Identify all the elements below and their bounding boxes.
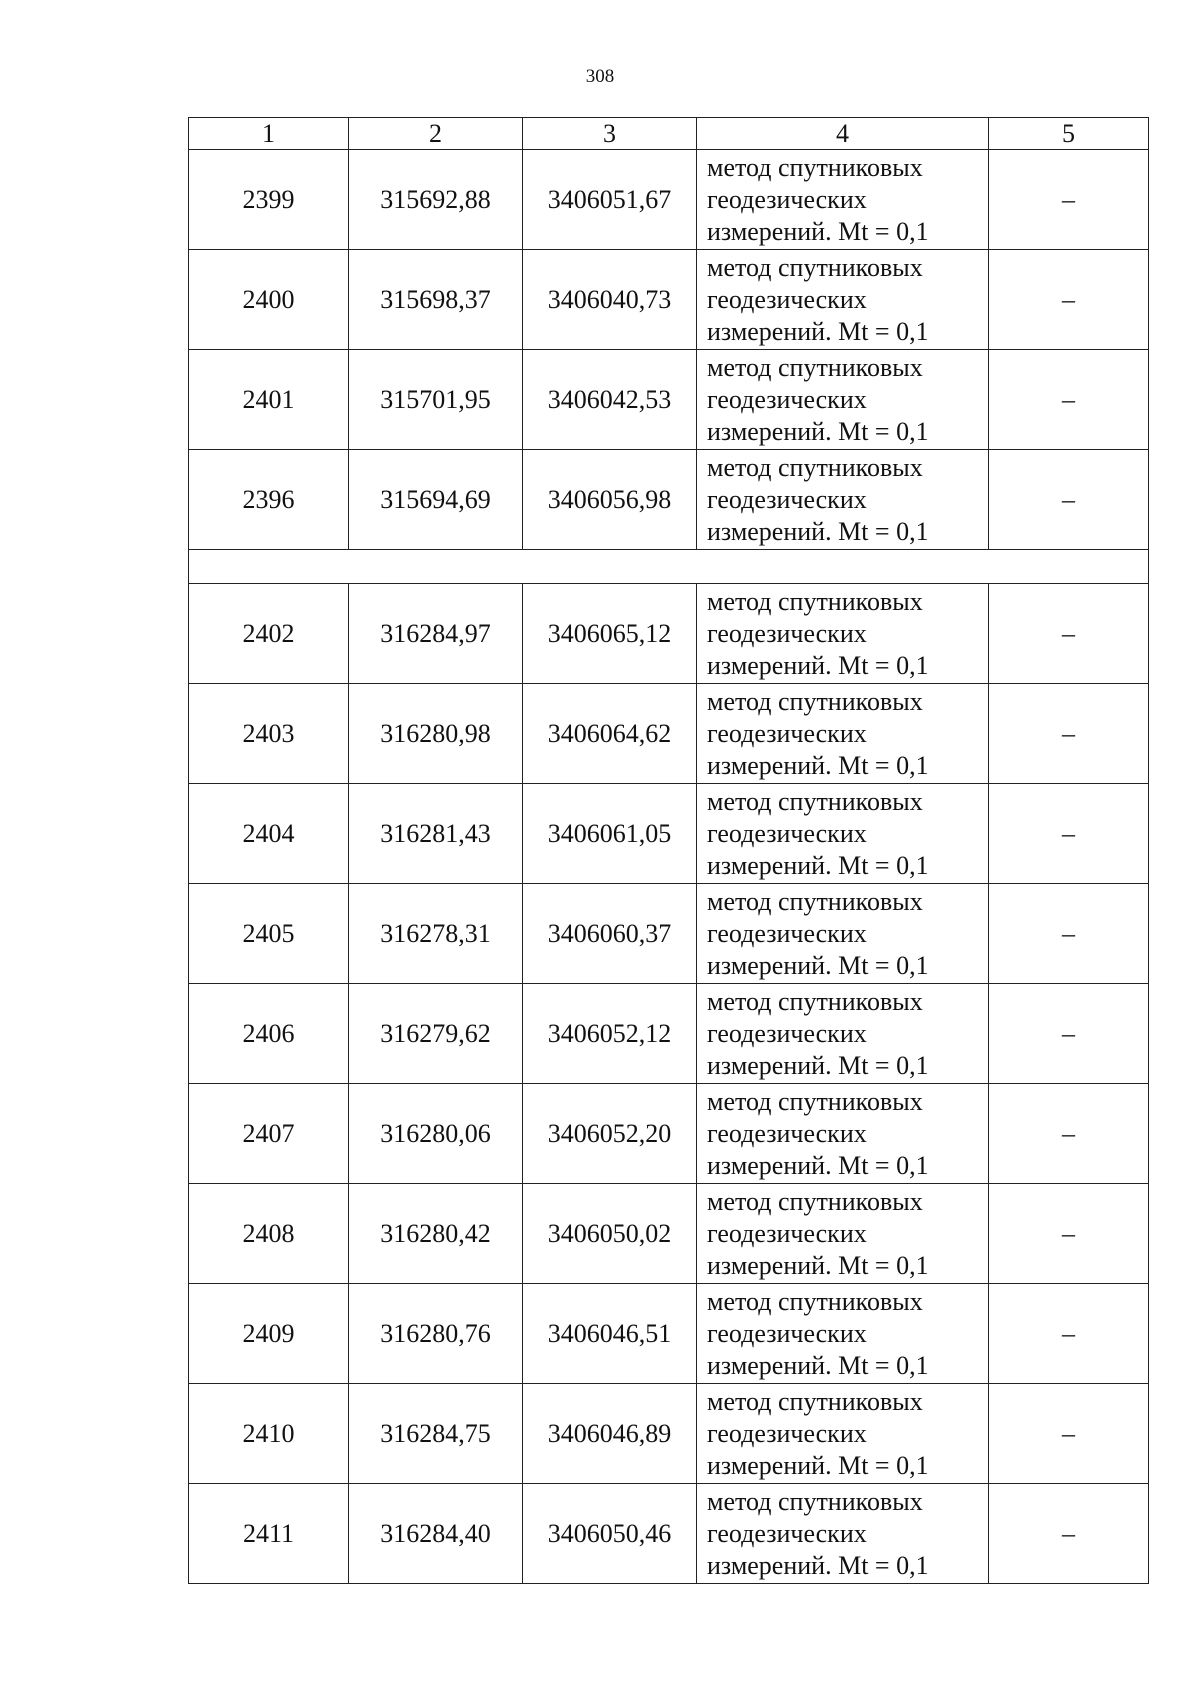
- method-line: геодезических: [707, 718, 867, 748]
- method-cell: [697, 884, 989, 984]
- point-id-cell: 2407: [189, 1084, 349, 1184]
- x-coordinate-cell: 316280,42: [349, 1184, 523, 1284]
- method-line: метод спутниковых: [707, 1386, 923, 1416]
- method-cell: [697, 984, 989, 1084]
- method-line: измерений. Mt = 0,1: [707, 216, 929, 246]
- y-coordinate-cell: 3406050,46: [523, 1484, 697, 1584]
- y-coordinate-cell: 3406051,67: [523, 150, 697, 250]
- method-line: геодезических: [707, 1318, 867, 1348]
- method-line: измерений. Mt = 0,1: [707, 316, 929, 346]
- x-coordinate-cell: 315698,37: [349, 250, 523, 350]
- method-cell: [697, 150, 989, 250]
- table-row: [189, 350, 1149, 450]
- table-row: [189, 1284, 1149, 1384]
- y-coordinate-cell: 3406042,53: [523, 350, 697, 450]
- method-line: метод спутниковых: [707, 1086, 923, 1116]
- x-coordinate-cell: 316280,76: [349, 1284, 523, 1384]
- method-line: измерений. Mt = 0,1: [707, 1050, 929, 1080]
- method-line: измерений. Mt = 0,1: [707, 1150, 929, 1180]
- note-cell: –: [989, 984, 1149, 1084]
- table-body: [189, 118, 1149, 1584]
- table-row: [189, 150, 1149, 250]
- y-coordinate-cell: 3406056,98: [523, 450, 697, 550]
- note-cell: –: [989, 150, 1149, 250]
- point-id-cell: 2405: [189, 884, 349, 984]
- y-coordinate-cell: 3406046,89: [523, 1384, 697, 1484]
- note-cell: –: [989, 1484, 1149, 1584]
- method-line: геодезических: [707, 1118, 867, 1148]
- table-row: [189, 1484, 1149, 1584]
- x-coordinate-cell: 316281,43: [349, 784, 523, 884]
- point-id-cell: 2403: [189, 684, 349, 784]
- column-number-cell: 1: [189, 118, 349, 150]
- method-line: геодезических: [707, 484, 867, 514]
- y-coordinate-cell: 3406052,20: [523, 1084, 697, 1184]
- note-cell: –: [989, 450, 1149, 550]
- x-coordinate-cell: 315701,95: [349, 350, 523, 450]
- point-id-cell: 2396: [189, 450, 349, 550]
- method-line: измерений. Mt = 0,1: [707, 516, 929, 546]
- x-coordinate-cell: 316284,40: [349, 1484, 523, 1584]
- method-line: геодезических: [707, 384, 867, 414]
- y-coordinate-cell: 3406052,12: [523, 984, 697, 1084]
- note-cell: –: [989, 250, 1149, 350]
- point-id-cell: 2402: [189, 584, 349, 684]
- x-coordinate-cell: 316278,31: [349, 884, 523, 984]
- column-number-row: [189, 118, 1149, 150]
- table-row: [189, 984, 1149, 1084]
- method-line: измерений. Mt = 0,1: [707, 850, 929, 880]
- y-coordinate-cell: 3406046,51: [523, 1284, 697, 1384]
- method-cell: [697, 450, 989, 550]
- method-line: геодезических: [707, 818, 867, 848]
- method-cell: [697, 1484, 989, 1584]
- point-id-cell: 2400: [189, 250, 349, 350]
- column-number-cell: 2: [349, 118, 523, 150]
- method-line: метод спутниковых: [707, 1286, 923, 1316]
- method-line: метод спутниковых: [707, 152, 923, 182]
- group-separator-row: [189, 550, 1149, 584]
- point-id-cell: 2409: [189, 1284, 349, 1384]
- point-id-cell: 2410: [189, 1384, 349, 1484]
- method-line: геодезических: [707, 1518, 867, 1548]
- x-coordinate-cell: 316280,06: [349, 1084, 523, 1184]
- method-cell: [697, 250, 989, 350]
- y-coordinate-cell: 3406060,37: [523, 884, 697, 984]
- x-coordinate-cell: 316284,75: [349, 1384, 523, 1484]
- column-number-cell: 5: [989, 118, 1149, 150]
- method-line: метод спутниковых: [707, 586, 923, 616]
- method-line: измерений. Mt = 0,1: [707, 1250, 929, 1280]
- table-row: [189, 1084, 1149, 1184]
- table-row: [189, 450, 1149, 550]
- method-cell: [697, 1284, 989, 1384]
- coordinates-table: [188, 117, 1149, 1584]
- method-cell: [697, 1384, 989, 1484]
- table-row: [189, 250, 1149, 350]
- method-line: геодезических: [707, 918, 867, 948]
- table-row: [189, 584, 1149, 684]
- note-cell: –: [989, 784, 1149, 884]
- table-row: [189, 1384, 1149, 1484]
- y-coordinate-cell: 3406050,02: [523, 1184, 697, 1284]
- y-coordinate-cell: 3406065,12: [523, 584, 697, 684]
- y-coordinate-cell: 3406061,05: [523, 784, 697, 884]
- method-line: измерений. Mt = 0,1: [707, 950, 929, 980]
- point-id-cell: 2401: [189, 350, 349, 450]
- method-line: геодезических: [707, 284, 867, 314]
- y-coordinate-cell: 3406040,73: [523, 250, 697, 350]
- method-line: измерений. Mt = 0,1: [707, 650, 929, 680]
- table-row: [189, 884, 1149, 984]
- method-line: измерений. Mt = 0,1: [707, 1450, 929, 1480]
- x-coordinate-cell: 315694,69: [349, 450, 523, 550]
- method-line: измерений. Mt = 0,1: [707, 750, 929, 780]
- column-number-cell: 3: [523, 118, 697, 150]
- method-line: метод спутниковых: [707, 986, 923, 1016]
- method-cell: [697, 350, 989, 450]
- method-cell: [697, 784, 989, 884]
- method-line: измерений. Mt = 0,1: [707, 416, 929, 446]
- method-cell: [697, 584, 989, 684]
- method-line: метод спутниковых: [707, 1486, 923, 1516]
- note-cell: –: [989, 1084, 1149, 1184]
- x-coordinate-cell: 315692,88: [349, 150, 523, 250]
- group-separator-cell: [189, 550, 1149, 584]
- method-line: метод спутниковых: [707, 452, 923, 482]
- x-coordinate-cell: 316279,62: [349, 984, 523, 1084]
- method-line: геодезических: [707, 1418, 867, 1448]
- method-line: метод спутниковых: [707, 686, 923, 716]
- method-line: измерений. Mt = 0,1: [707, 1550, 929, 1580]
- note-cell: –: [989, 1284, 1149, 1384]
- note-cell: –: [989, 584, 1149, 684]
- note-cell: –: [989, 350, 1149, 450]
- point-id-cell: 2404: [189, 784, 349, 884]
- method-line: метод спутниковых: [707, 1186, 923, 1216]
- point-id-cell: 2406: [189, 984, 349, 1084]
- method-line: геодезических: [707, 1218, 867, 1248]
- method-line: метод спутниковых: [707, 352, 923, 382]
- method-line: метод спутниковых: [707, 886, 923, 916]
- x-coordinate-cell: 316284,97: [349, 584, 523, 684]
- method-line: геодезических: [707, 184, 867, 214]
- method-line: геодезических: [707, 618, 867, 648]
- method-line: измерений. Mt = 0,1: [707, 1350, 929, 1380]
- y-coordinate-cell: 3406064,62: [523, 684, 697, 784]
- method-line: метод спутниковых: [707, 786, 923, 816]
- point-id-cell: 2408: [189, 1184, 349, 1284]
- method-cell: [697, 684, 989, 784]
- note-cell: –: [989, 1384, 1149, 1484]
- method-line: метод спутниковых: [707, 252, 923, 282]
- point-id-cell: 2399: [189, 150, 349, 250]
- table-row: [189, 784, 1149, 884]
- method-cell: [697, 1084, 989, 1184]
- point-id-cell: 2411: [189, 1484, 349, 1584]
- column-number-cell: 4: [697, 118, 989, 150]
- method-line: геодезических: [707, 1018, 867, 1048]
- page-number: 308: [585, 66, 615, 87]
- note-cell: –: [989, 1184, 1149, 1284]
- method-cell: [697, 1184, 989, 1284]
- note-cell: –: [989, 684, 1149, 784]
- note-cell: –: [989, 884, 1149, 984]
- table-row: [189, 1184, 1149, 1284]
- table-row: [189, 684, 1149, 784]
- x-coordinate-cell: 316280,98: [349, 684, 523, 784]
